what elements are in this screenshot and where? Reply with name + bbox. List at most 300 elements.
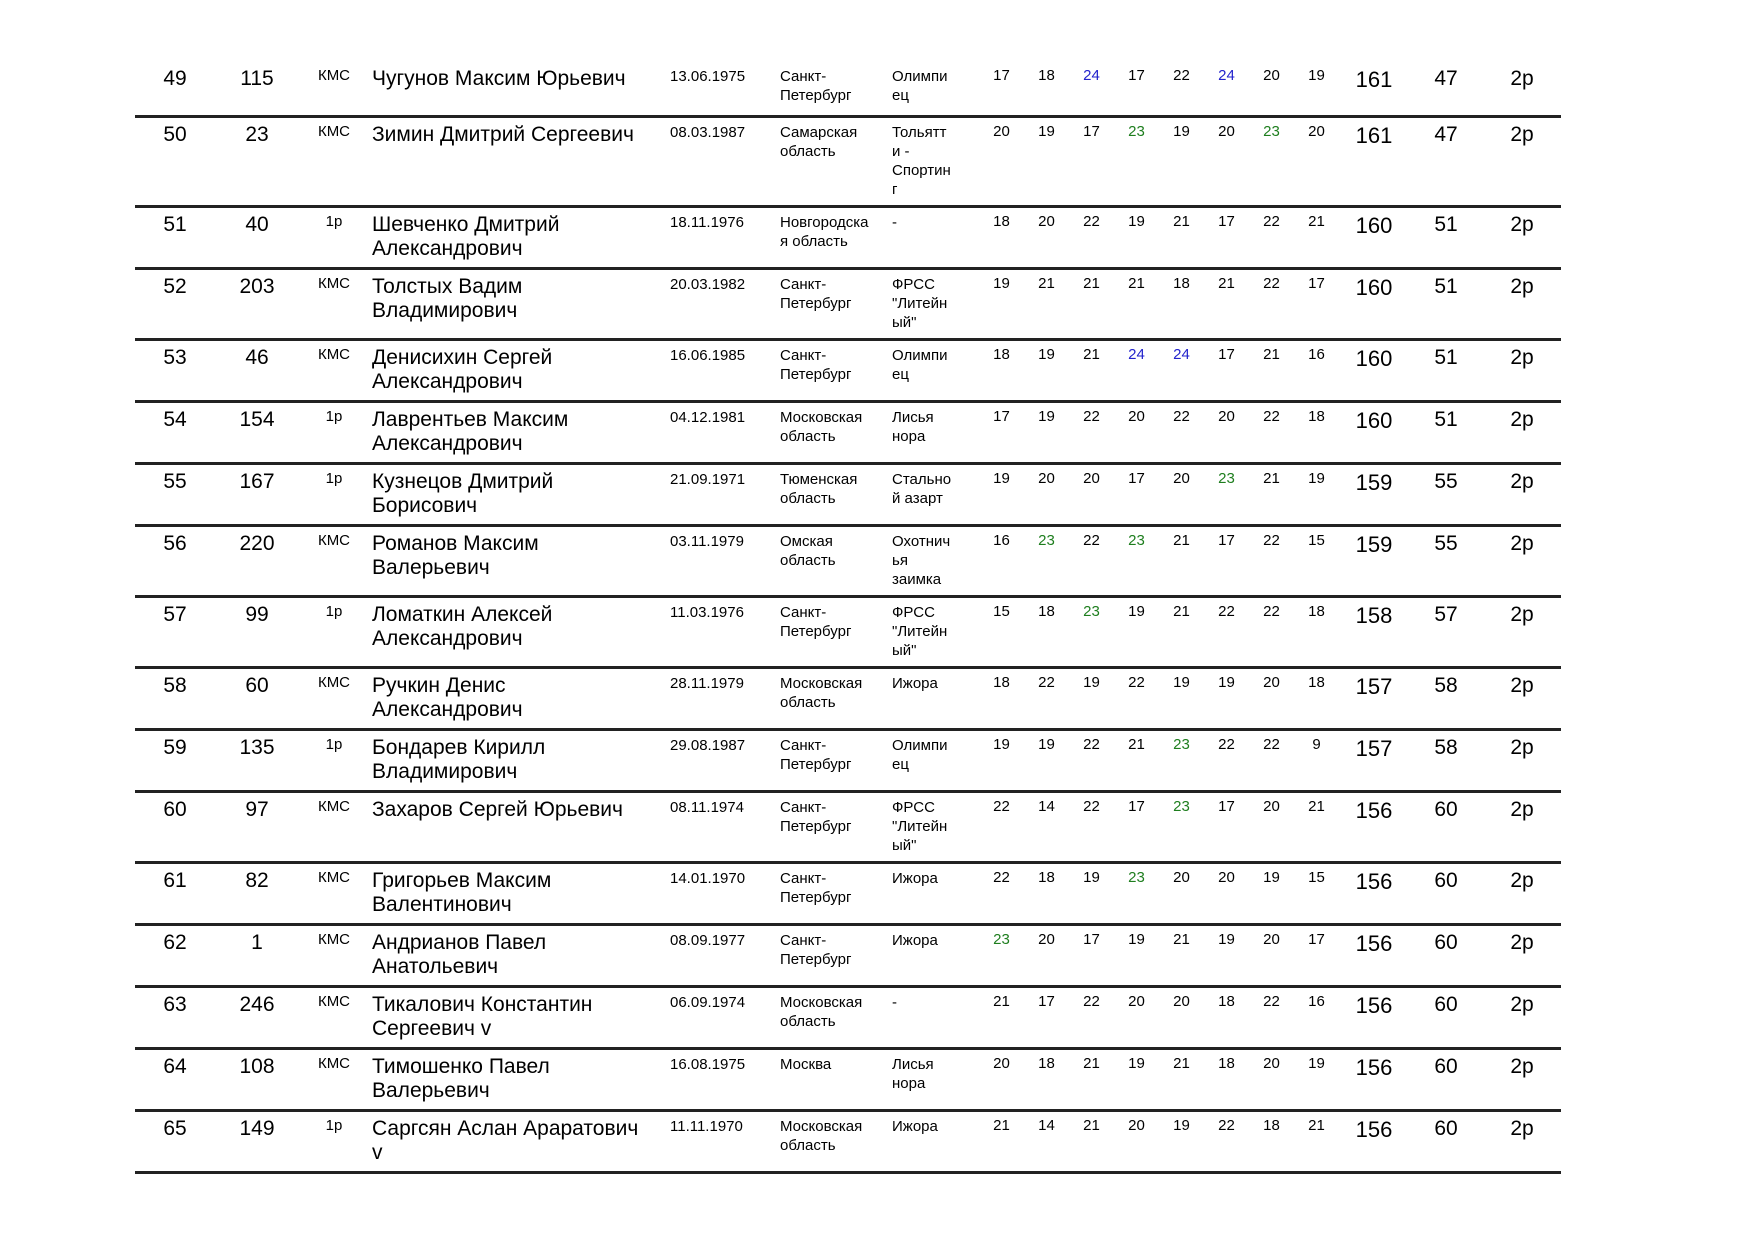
region-cell: [777, 206, 889, 268]
series-score-cell: 23: [1128, 868, 1145, 886]
series-score-cell: 21: [1083, 345, 1100, 363]
bib-number-cell: 135: [239, 735, 275, 759]
series-score-cell: 22: [1128, 673, 1145, 691]
birth-date-cell: 11.03.1976: [670, 603, 744, 621]
series-score-cell: 15: [1308, 531, 1325, 549]
series-score-cell: 16: [993, 531, 1010, 549]
series-score-cell: 20: [1218, 122, 1235, 140]
total-cell: 156: [1355, 930, 1393, 956]
club-cell: [889, 206, 979, 268]
athlete-name: Зимин Дмитрий Сергеевич: [372, 122, 634, 146]
sport-class-cell: 1р: [325, 212, 343, 230]
total-cell: 158: [1355, 602, 1393, 628]
athlete-name-cell: [369, 667, 667, 729]
region-text: Новгородская область: [780, 213, 869, 250]
athlete-name-cell: [369, 525, 667, 596]
club-cell: [889, 791, 979, 862]
table-row: [135, 62, 1561, 116]
region-text: Московская область: [780, 1117, 863, 1154]
athlete-name: Лаврентьев Максим Александрович: [372, 407, 569, 455]
table-row: [135, 116, 1561, 206]
series-score-cell: 20: [1038, 930, 1055, 948]
series-score-cell: 22: [1263, 274, 1280, 292]
athlete-name: Саргсян Аслан Араратович v: [372, 1116, 639, 1164]
series-score-cell: 24: [1218, 67, 1235, 84]
athlete-name-cell: [369, 62, 667, 116]
total-cell: 160: [1355, 345, 1393, 371]
series-score-cell: 20: [1038, 212, 1055, 230]
total-cell: 157: [1355, 735, 1393, 761]
total-cell: 161: [1355, 67, 1393, 92]
series-score-cell: 21: [1173, 531, 1190, 549]
club-text: Ижора: [892, 674, 938, 692]
series-score-cell: 20: [1173, 992, 1190, 1010]
table-row: [135, 463, 1561, 525]
club-text: ФРСС "Литейный": [892, 275, 948, 331]
series-score-cell: 19: [1128, 930, 1145, 948]
region-cell: [777, 268, 889, 339]
series-score-cell: 18: [1308, 407, 1325, 425]
sport-class-cell: КМС: [317, 67, 351, 84]
series-score-cell: 23: [993, 930, 1010, 948]
region-cell: [777, 62, 889, 116]
club-cell: [889, 667, 979, 729]
series-score-cell: 21: [1083, 1054, 1100, 1072]
birth-date-cell: 21.09.1971: [670, 470, 746, 488]
series-score-cell: 22: [1083, 212, 1100, 230]
grade-cell: 2р: [1510, 1116, 1534, 1140]
club-cell: [889, 862, 979, 924]
series-score-cell: 21: [1038, 274, 1055, 292]
club-cell: [889, 62, 979, 116]
bib-number-cell: 99: [245, 602, 269, 626]
series-score-cell: 17: [1128, 469, 1145, 487]
region-text: Санкт-Петербург: [780, 346, 852, 383]
series-score-cell: 19: [1308, 67, 1325, 84]
club-cell: [889, 596, 979, 667]
athlete-name-cell: [369, 206, 667, 268]
position-cell: 56: [163, 531, 187, 555]
birth-date-cell: 20.03.1982: [670, 275, 746, 293]
position-cell: 57: [163, 602, 187, 626]
series-score-cell: 15: [1308, 868, 1325, 886]
region-text: Санкт-Петербург: [780, 869, 852, 906]
position-cell: 52: [163, 274, 187, 298]
position-cell: 63: [163, 992, 187, 1016]
athlete-name-cell: [369, 401, 667, 463]
series-score-cell: 21: [1128, 735, 1145, 753]
series-score-cell: 18: [1308, 673, 1325, 691]
total-cell: 160: [1355, 212, 1393, 238]
athlete-name: Чугунов Максим Юрьевич: [372, 67, 626, 90]
series-score-cell: 23: [1038, 531, 1055, 549]
club-text: Олимпиец: [892, 736, 948, 773]
sport-class-cell: КМС: [317, 345, 351, 363]
results-table: [135, 62, 1561, 1174]
club-text: Ижора: [892, 931, 938, 949]
grade-cell: 2р: [1510, 930, 1534, 954]
sport-class-cell: КМС: [317, 122, 351, 140]
series-score-cell: 20: [1218, 868, 1235, 886]
series-score-cell: 21: [1308, 212, 1325, 230]
series-score-cell: 22: [1263, 531, 1280, 549]
series-score-cell: 24: [1128, 345, 1145, 363]
series-score-cell: 22: [1263, 735, 1280, 753]
position-cell: 51: [163, 212, 187, 236]
total-cell: 156: [1355, 1054, 1393, 1080]
place-cell: 51: [1434, 212, 1458, 236]
club-text: Лисья нора: [892, 1055, 934, 1092]
bib-number-cell: 46: [245, 345, 269, 369]
series-score-cell: 17: [1083, 122, 1100, 140]
sport-class-cell: КМС: [317, 1054, 351, 1072]
position-cell: 60: [163, 797, 187, 821]
series-score-cell: 19: [1308, 1054, 1325, 1072]
region-cell: [777, 791, 889, 862]
region-cell: [777, 1048, 889, 1110]
region-cell: [777, 729, 889, 791]
series-score-cell: 18: [993, 345, 1010, 363]
table-row: [135, 986, 1561, 1048]
region-cell: [777, 667, 889, 729]
birth-date-cell: 03.11.1979: [670, 532, 744, 550]
series-score-cell: 19: [1128, 602, 1145, 620]
grade-cell: 2р: [1510, 274, 1534, 298]
series-score-cell: 17: [1308, 930, 1325, 948]
place-cell: 57: [1434, 602, 1458, 626]
position-cell: 49: [163, 67, 187, 90]
total-cell: 161: [1355, 122, 1393, 148]
place-cell: 51: [1434, 274, 1458, 298]
series-score-cell: 18: [1038, 1054, 1055, 1072]
club-text: Лисья нора: [892, 408, 934, 445]
series-score-cell: 17: [1218, 345, 1235, 363]
series-score-cell: 23: [1173, 797, 1190, 815]
athlete-name-cell: [369, 791, 667, 862]
region-cell: [777, 116, 889, 206]
athlete-name-cell: [369, 729, 667, 791]
table-row: [135, 268, 1561, 339]
series-score-cell: 22: [1083, 407, 1100, 425]
bib-number-cell: 82: [245, 868, 269, 892]
series-score-cell: 18: [1038, 602, 1055, 620]
club-cell: [889, 268, 979, 339]
series-score-cell: 18: [1218, 992, 1235, 1010]
grade-cell: 2р: [1510, 212, 1534, 236]
series-score-cell: 21: [993, 1116, 1010, 1134]
table-row: [135, 924, 1561, 986]
series-score-cell: 19: [1173, 122, 1190, 140]
athlete-name-cell: [369, 116, 667, 206]
athlete-name: Андрианов Павел Анатольевич: [372, 930, 547, 978]
region-text: Самарская область: [780, 123, 858, 160]
series-score-cell: 24: [1083, 67, 1100, 84]
region-text: Санкт-Петербург: [780, 798, 852, 835]
region-text: Московская область: [780, 408, 863, 445]
series-score-cell: 19: [1218, 673, 1235, 691]
series-score-cell: 16: [1308, 345, 1325, 363]
series-score-cell: 22: [1083, 531, 1100, 549]
series-score-cell: 21: [1128, 274, 1145, 292]
series-score-cell: 20: [1263, 797, 1280, 815]
athlete-name-cell: [369, 268, 667, 339]
sport-class-cell: КМС: [317, 868, 351, 886]
position-cell: 53: [163, 345, 187, 369]
position-cell: 54: [163, 407, 187, 431]
sport-class-cell: КМС: [317, 930, 351, 948]
club-text: Ижора: [892, 1117, 938, 1135]
results-table-body: [135, 62, 1561, 1172]
series-score-cell: 17: [1218, 797, 1235, 815]
results-table-container: [135, 62, 1561, 1174]
grade-cell: 2р: [1510, 735, 1534, 759]
series-score-cell: 22: [993, 868, 1010, 886]
series-score-cell: 20: [1083, 469, 1100, 487]
series-score-cell: 20: [1038, 469, 1055, 487]
series-score-cell: 17: [1308, 274, 1325, 292]
region-text: Санкт-Петербург: [780, 931, 852, 968]
series-score-cell: 17: [1038, 992, 1055, 1010]
athlete-name-cell: [369, 339, 667, 401]
series-score-cell: 21: [1173, 602, 1190, 620]
series-score-cell: 20: [1263, 67, 1280, 84]
total-cell: 159: [1355, 531, 1393, 557]
sport-class-cell: КМС: [317, 531, 351, 549]
series-score-cell: 22: [1083, 797, 1100, 815]
bib-number-cell: 97: [245, 797, 269, 821]
series-score-cell: 22: [1263, 407, 1280, 425]
series-score-cell: 22: [1173, 67, 1190, 84]
birth-date-cell: 29.08.1987: [670, 736, 746, 754]
series-score-cell: 20: [1218, 407, 1235, 425]
series-score-cell: 23: [1128, 122, 1145, 140]
series-score-cell: 18: [993, 673, 1010, 691]
series-score-cell: 19: [1263, 868, 1280, 886]
series-score-cell: 21: [1263, 345, 1280, 363]
athlete-name-cell: [369, 986, 667, 1048]
region-text: Тюменская область: [780, 470, 858, 507]
series-score-cell: 21: [1218, 274, 1235, 292]
region-cell: [777, 1110, 889, 1172]
series-score-cell: 18: [1038, 67, 1055, 84]
bib-number-cell: 149: [239, 1116, 275, 1140]
series-score-cell: 22: [993, 797, 1010, 815]
series-score-cell: 19: [993, 735, 1010, 753]
bib-number-cell: 154: [239, 407, 275, 431]
series-score-cell: 16: [1308, 992, 1325, 1010]
grade-cell: 2р: [1510, 469, 1534, 493]
series-score-cell: 22: [1218, 1116, 1235, 1134]
birth-date-cell: 06.09.1974: [670, 993, 746, 1011]
athlete-name-cell: [369, 1110, 667, 1172]
region-cell: [777, 862, 889, 924]
table-row: [135, 862, 1561, 924]
place-cell: 47: [1434, 67, 1458, 90]
table-row: [135, 596, 1561, 667]
total-cell: 157: [1355, 673, 1393, 699]
grade-cell: 2р: [1510, 67, 1534, 90]
series-score-cell: 20: [1263, 930, 1280, 948]
bib-number-cell: 203: [239, 274, 275, 298]
athlete-name: Ручкин Денис Александрович: [372, 673, 523, 721]
series-score-cell: 22: [1173, 407, 1190, 425]
athlete-name: Кузнецов Дмитрий Борисович: [372, 469, 554, 517]
series-score-cell: 21: [1083, 1116, 1100, 1134]
grade-cell: 2р: [1510, 122, 1534, 146]
series-score-cell: 19: [1038, 407, 1055, 425]
club-cell: [889, 339, 979, 401]
series-score-cell: 19: [1038, 122, 1055, 140]
region-cell: [777, 596, 889, 667]
series-score-cell: 20: [993, 122, 1010, 140]
series-score-cell: 22: [1083, 735, 1100, 753]
bib-number-cell: 23: [245, 122, 269, 146]
club-cell: [889, 525, 979, 596]
series-score-cell: 23: [1263, 122, 1280, 140]
series-score-cell: 20: [1263, 673, 1280, 691]
club-text: Ижора: [892, 869, 938, 887]
series-score-cell: 21: [1083, 274, 1100, 292]
table-row: [135, 339, 1561, 401]
birth-date-cell: 08.11.1974: [670, 798, 744, 816]
club-cell: [889, 1110, 979, 1172]
region-cell: [777, 339, 889, 401]
athlete-name: Григорьев Максим Валентинович: [372, 868, 552, 916]
sport-class-cell: 1р: [325, 735, 343, 753]
table-row: [135, 525, 1561, 596]
bib-number-cell: 60: [245, 673, 269, 697]
series-score-cell: 17: [993, 67, 1010, 84]
grade-cell: 2р: [1510, 868, 1534, 892]
place-cell: 60: [1434, 1054, 1458, 1078]
sport-class-cell: 1р: [325, 1116, 343, 1134]
athlete-name-cell: [369, 463, 667, 525]
athlete-name-cell: [369, 1048, 667, 1110]
club-cell: [889, 729, 979, 791]
series-score-cell: 24: [1173, 345, 1190, 363]
series-score-cell: 22: [1218, 602, 1235, 620]
region-text: Санкт-Петербург: [780, 603, 852, 640]
club-cell: [889, 463, 979, 525]
series-score-cell: 19: [1083, 673, 1100, 691]
total-cell: 160: [1355, 407, 1393, 433]
grade-cell: 2р: [1510, 602, 1534, 626]
bib-number-cell: 40: [245, 212, 269, 236]
table-row: [135, 401, 1561, 463]
position-cell: 58: [163, 673, 187, 697]
series-score-cell: 20: [1263, 1054, 1280, 1072]
series-score-cell: 23: [1218, 469, 1235, 487]
birth-date-cell: 18.11.1976: [670, 213, 744, 231]
series-score-cell: 20: [1173, 469, 1190, 487]
series-score-cell: 20: [1308, 122, 1325, 140]
club-cell: [889, 1048, 979, 1110]
grade-cell: 2р: [1510, 992, 1534, 1016]
region-text: Московская область: [780, 993, 863, 1030]
series-score-cell: 14: [1038, 797, 1055, 815]
position-cell: 62: [163, 930, 187, 954]
series-score-cell: 17: [1218, 531, 1235, 549]
series-score-cell: 20: [1128, 992, 1145, 1010]
athlete-name: Ломаткин Алексей Александрович: [372, 602, 553, 650]
athlete-name: Толстых Вадим Владимирович: [372, 274, 523, 322]
athlete-name: Тимошенко Павел Валерьевич: [372, 1054, 550, 1102]
region-text: Московская область: [780, 674, 863, 711]
position-cell: 65: [163, 1116, 187, 1140]
series-score-cell: 18: [1173, 274, 1190, 292]
club-text: Стальной азарт: [892, 470, 952, 507]
club-cell: [889, 116, 979, 206]
bib-number-cell: 1: [251, 930, 263, 954]
position-cell: 61: [163, 868, 187, 892]
athlete-name: Денисихин Сергей Александрович: [372, 345, 553, 393]
place-cell: 60: [1434, 992, 1458, 1016]
region-text: Санкт-Петербург: [780, 275, 852, 312]
series-score-cell: 20: [1173, 868, 1190, 886]
birth-date-cell: 28.11.1979: [670, 674, 744, 692]
place-cell: 60: [1434, 868, 1458, 892]
birth-date-cell: 13.06.1975: [670, 68, 746, 85]
series-score-cell: 19: [1038, 735, 1055, 753]
series-score-cell: 22: [1263, 602, 1280, 620]
birth-date-cell: 11.11.1970: [670, 1117, 743, 1135]
club-text: Олимпиец: [892, 346, 948, 383]
total-cell: 160: [1355, 274, 1393, 300]
position-cell: 50: [163, 122, 187, 146]
birth-date-cell: 08.03.1987: [670, 123, 746, 141]
bib-number-cell: 246: [239, 992, 275, 1016]
series-score-cell: 18: [1038, 868, 1055, 886]
sport-class-cell: КМС: [317, 797, 351, 815]
place-cell: 58: [1434, 673, 1458, 697]
series-score-cell: 18: [1218, 1054, 1235, 1072]
grade-cell: 2р: [1510, 531, 1534, 555]
series-score-cell: 17: [993, 407, 1010, 425]
club-cell: [889, 986, 979, 1048]
sport-class-cell: 1р: [325, 469, 343, 487]
series-score-cell: 19: [1218, 930, 1235, 948]
series-score-cell: 19: [1038, 345, 1055, 363]
series-score-cell: 20: [1128, 407, 1145, 425]
place-cell: 60: [1434, 1116, 1458, 1140]
club-text: -: [892, 993, 897, 1011]
series-score-cell: 19: [1173, 673, 1190, 691]
series-score-cell: 20: [993, 1054, 1010, 1072]
region-cell: [777, 401, 889, 463]
place-cell: 60: [1434, 930, 1458, 954]
series-score-cell: 23: [1173, 735, 1190, 753]
table-row: [135, 1110, 1561, 1172]
series-score-cell: 23: [1128, 531, 1145, 549]
athlete-name: Бондарев Кирилл Владимирович: [372, 735, 546, 783]
series-score-cell: 17: [1218, 212, 1235, 230]
club-text: Олимпиец: [892, 68, 948, 104]
club-cell: [889, 401, 979, 463]
series-score-cell: 21: [993, 992, 1010, 1010]
series-score-cell: 18: [1263, 1116, 1280, 1134]
series-score-cell: 19: [1083, 868, 1100, 886]
place-cell: 55: [1434, 531, 1458, 555]
series-score-cell: 9: [1312, 735, 1321, 753]
grade-cell: 2р: [1510, 345, 1534, 369]
total-cell: 156: [1355, 992, 1393, 1018]
position-cell: 64: [163, 1054, 187, 1078]
series-score-cell: 23: [1083, 602, 1100, 620]
region-cell: [777, 986, 889, 1048]
series-score-cell: 17: [1083, 930, 1100, 948]
table-row: [135, 729, 1561, 791]
series-score-cell: 19: [1128, 212, 1145, 230]
